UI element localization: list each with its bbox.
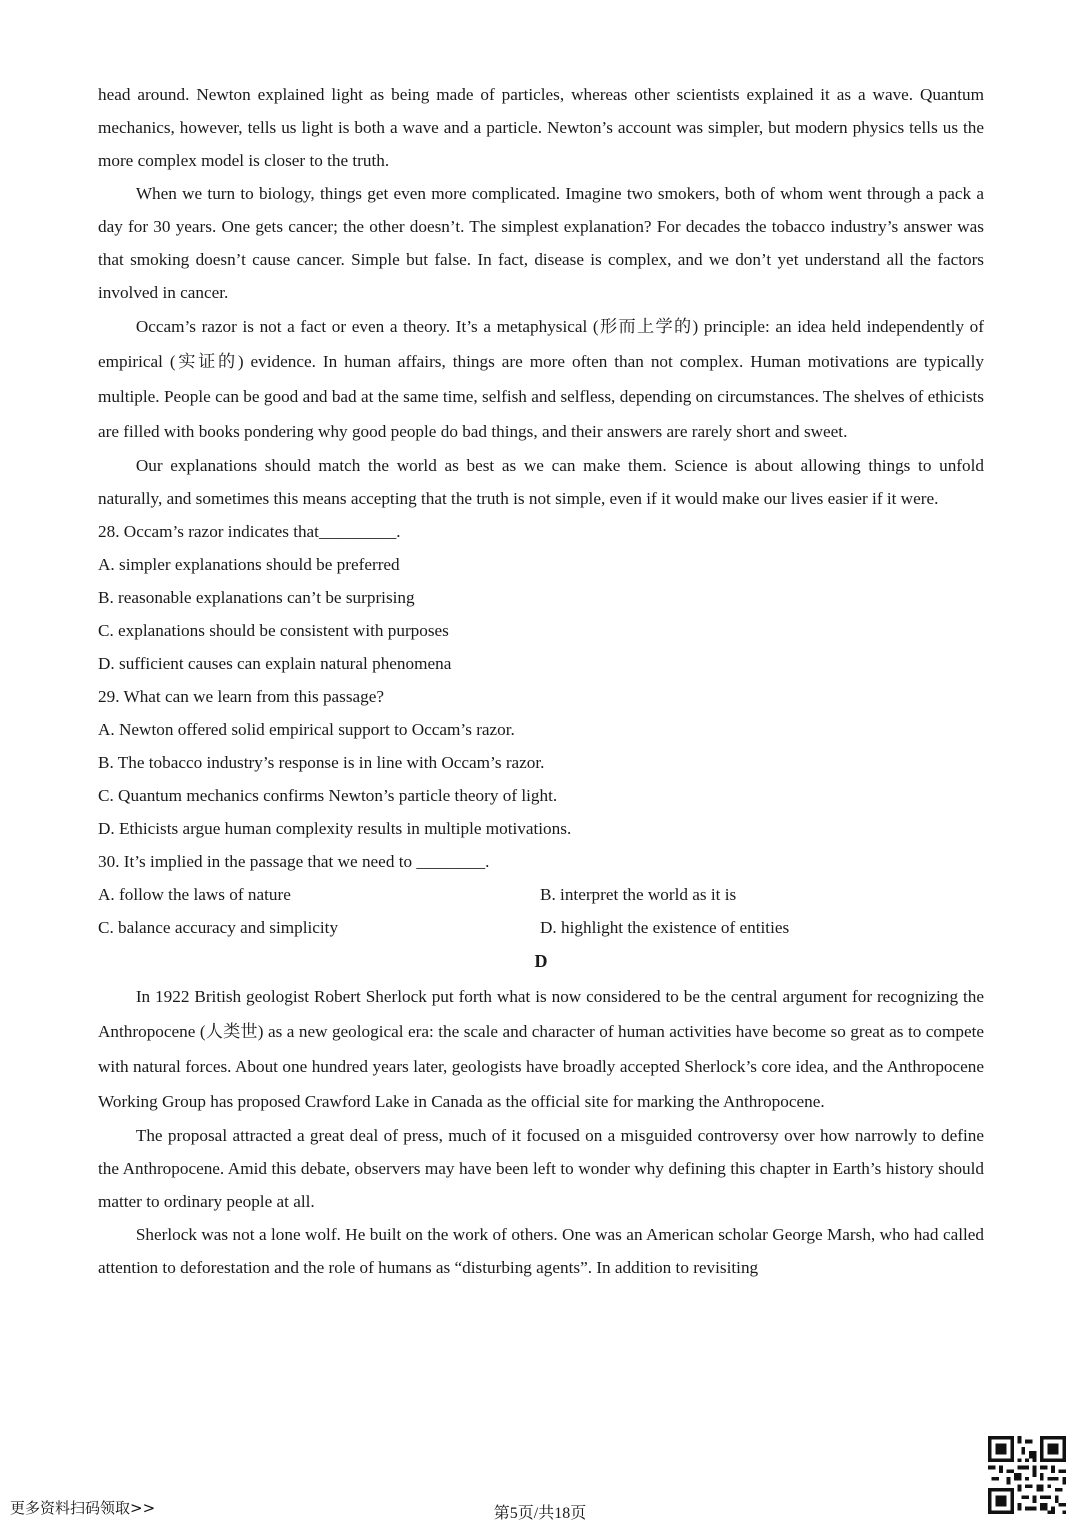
question-28-option-c: C. explanations should be consistent with purposes — [98, 621, 449, 640]
more-resources-link[interactable]: 更多资料扫码领取>> — [10, 1499, 156, 1517]
exam-page — [98, 78, 984, 1284]
question-30-options-row-1 — [98, 878, 984, 911]
question-29-option-a: A. Newton offered solid empirical support to Occam’s razor. — [98, 720, 515, 739]
passage-d-paragraph-2: The proposal attracted a great deal of press, much of it focused on a misguided controversy over how narrowly to define the Anthropocene. Amid this debate, observers may have been left to wonder why defining this chapter in Earth’s history should matter to ordinary people at all. — [98, 1126, 984, 1211]
section-title-d: D — [534, 951, 548, 971]
passage-c-paragraph-2: Occam’s razor is not a fact or even a theory. It’s a metaphysical (形而上学的) principle: an idea held independently of empirical (实证的) evidence. In human affairs, things are more often than not complex. Human motivations are typically multiple. People can be good and bad at the same time, selfish and selfless, depending on circumstances. The shelves of ethicists are filled with books pondering why good people do bad things, and their answers are rarely short and sweet. — [98, 317, 984, 441]
passage-d-paragraph-1: In 1922 British geologist Robert Sherlock put forth what is now considered to be the central argument for recognizing the Anthropocene (人类世) as a new geological era: the scale and character of human activities have become so great as to compete with natural forces. About one hundred years later, geologists have broadly accepted Sherlock’s core idea, and the Anthropocene Working Group has proposed Crawford Lake in Canada as the official site for marking the Anthropocene. — [98, 987, 984, 1111]
question-28-option-a: A. simpler explanations should be preferred — [98, 555, 400, 574]
passage-c-paragraph-1: When we turn to biology, things get even more complicated. Imagine two smokers, both of whom went through a pack a day for 30 years. One gets cancer; the other doesn’t. The simplest explanation? For decades the tobacco industry’s answer was that smoking doesn’t cause cancer. Simple but false. In fact, disease is complex, and we don’t yet understand all the factors involved in cancer. — [98, 184, 984, 302]
question-30-options-row-2 — [98, 911, 984, 944]
question-30-stem: 30. It’s implied in the passage that we need to ________. — [98, 852, 490, 871]
question-30 — [98, 845, 984, 944]
question-28-option-b: B. reasonable explanations can’t be surprising — [98, 588, 415, 607]
question-29 — [98, 680, 984, 845]
passage-d-paragraph-3: Sherlock was not a lone wolf. He built on the work of others. One was an American scholar George Marsh, who had called attention to deforestation and the role of humans as “disturbing agents”. In addition to revisiting — [98, 1225, 984, 1277]
qr-code-icon[interactable] — [988, 1436, 1066, 1514]
passage-c-paragraph-0: head around. Newton explained light as being made of particles, whereas other scientists explained it as a wave. Quantum mechanics, however, tells us light is both a wave and a particle. Newton’s account was simpler, but modern physics tells us the more complex model is closer to the truth. — [98, 85, 984, 170]
passage-c-paragraph-3: Our explanations should match the world as best as we can make them. Science is about allowing things to unfold naturally, and sometimes this means accepting that the truth is not simple, even if it would make our lives easier if it were. — [98, 456, 984, 508]
question-30-option-d: D. highlight the existence of entities — [540, 918, 790, 937]
question-30-option-c: C. balance accuracy and simplicity — [98, 918, 339, 937]
question-30-option-b: B. interpret the world as it is — [540, 885, 737, 904]
question-29-option-c: C. Quantum mechanics confirms Newton’s particle theory of light. — [98, 786, 558, 805]
question-28-option-d: D. sufficient causes can explain natural phenomena — [98, 654, 452, 673]
question-30-option-a: A. follow the laws of nature — [98, 885, 291, 904]
question-29-option-b: B. The tobacco industry’s response is in line with Occam’s razor. — [98, 753, 545, 772]
question-28-stem: 28. Occam’s razor indicates that_________. — [98, 522, 401, 541]
question-29-option-d: D. Ethicists argue human complexity results in multiple motivations. — [98, 819, 572, 838]
page-number: 第5页/共18页 — [493, 1505, 587, 1522]
question-28 — [98, 515, 984, 680]
question-29-stem: 29. What can we learn from this passage? — [98, 687, 385, 706]
